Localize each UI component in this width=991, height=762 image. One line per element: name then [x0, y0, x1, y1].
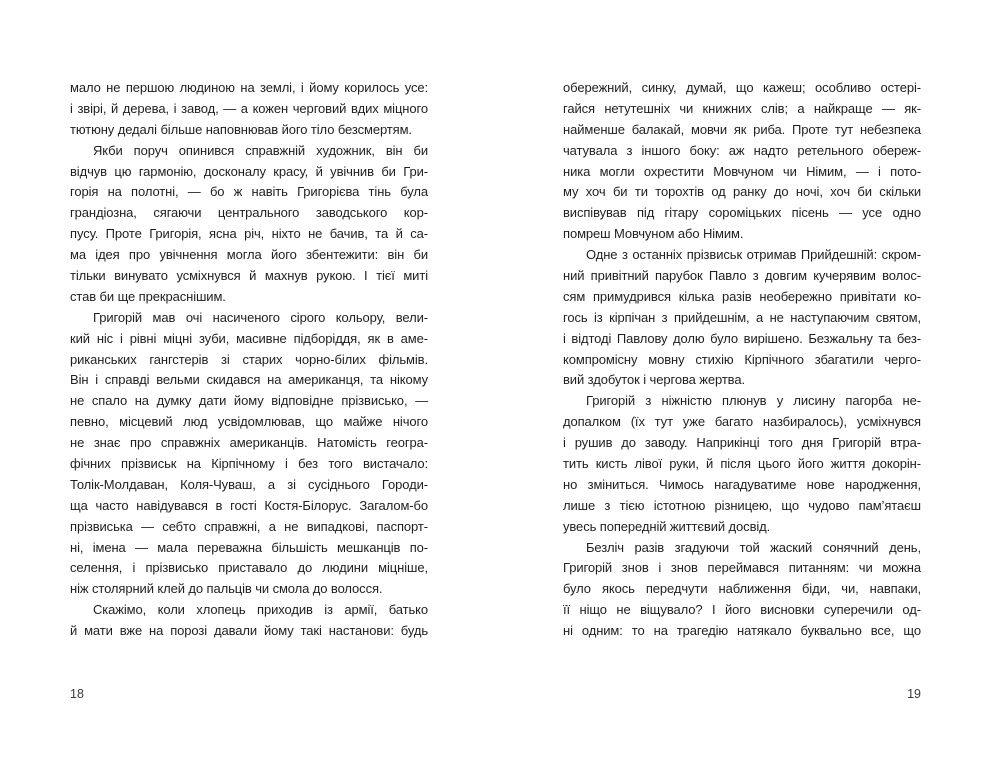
text-line: не знає про справжніх американців. Натомість геогра- — [70, 435, 428, 451]
text-line: гайся нетутешніх чи книжних слів; а найкраще — як- — [563, 100, 921, 116]
text-line: обережний, синку, думай, що кажеш; особливо остері- — [563, 80, 921, 95]
text-line: помреш Мовчуном або Німим. — [563, 226, 744, 242]
text-line: компромісну мовну стихію Кірпічного збагатили черго- — [563, 351, 921, 367]
text-line: не спало на думку дати йому відповідне прізвисько, — — [70, 393, 428, 409]
text-line: ніж столярний клей до пальців чи смола до волосся. — [70, 581, 383, 597]
paragraph — [563, 245, 921, 391]
text-line: ні, імена — мала переважна більшість мешканців по- — [70, 539, 428, 555]
page-right-text — [563, 78, 921, 642]
text-line: й мати вже на порозі давали йому такі настанови: будь — [70, 623, 428, 639]
text-line: Він і справді вельми скидався на американця, та нікому — [70, 372, 428, 388]
paragraph — [563, 78, 921, 245]
paragraph — [70, 78, 428, 141]
text-line: ні одним: то на трагедію натякало буквально все, що — [563, 623, 921, 639]
text-line: Григорій знов і знов переймався питанням: чи можна — [563, 560, 921, 576]
text-line: Безліч разів згадуючи той жаский сонячний день, — [586, 539, 921, 555]
text-line: ма ідея про увічнення могла його збентежити: він би — [70, 247, 428, 263]
page-number-left: 18 — [70, 687, 84, 701]
text-line: і звірі, й дерева, і завод, — а кожен черговий вдих міцного — [70, 100, 428, 116]
text-line: ний привітний парубок Павло з довгим кучерявим волос- — [563, 268, 921, 284]
text-line: гось із кірпічан з прийдешнім, а не наступаючим святом, — [563, 309, 921, 325]
text-line: став би ще прекраснішим. — [70, 288, 226, 304]
text-line: Одне з останніх прізвиськ отримав Прийдешній: скром- — [586, 247, 921, 263]
text-line: ща часто навідувався в гості Костя-Білорус. Загалом-бо — [70, 497, 428, 513]
text-line: прізвиська — себто справжні, а не випадкові, паспорт- — [70, 518, 428, 534]
text-line: тютюну дедалі більше наповнював його тіло безсмертям. — [70, 121, 412, 137]
page-number-right: 19 — [907, 687, 921, 701]
text-line: грандіозна, сягаючи центрального заводського кор- — [70, 205, 428, 221]
text-line: було якось передчути наближення біди, чи, навпаки, — [563, 581, 921, 597]
text-line: виспівував під гітару сороміцьких пісень — усе одно — [563, 205, 921, 221]
text-line: сям примудрився кілька разів необережно привітати ко- — [563, 288, 921, 304]
text-line: Григорій з ніжністю плюнув у лисину пагорба не- — [586, 393, 921, 409]
text-line: вий здобуток і чергова жертва. — [563, 372, 745, 388]
text-line: відчув цю гармонію, досконалу красу, й увічнив би Гри- — [70, 163, 428, 179]
text-line: Толік-Молдаван, Коля-Чуваш, а зі сусіднього Городи- — [70, 476, 428, 492]
text-line: увесь попередній життєвий досвід. — [563, 518, 771, 534]
text-line: Григорій мав очі насиченого сірого кольору, вели- — [93, 309, 428, 325]
text-line: лише з тією істотною різницею, що чудово пам’ятаєш — [563, 497, 921, 513]
text-line: її ніщо не віщувало? І його висновки суперечили од- — [563, 602, 921, 618]
text-line: но зміниться. Чимось нагадуватиме нове народження, — [563, 476, 921, 492]
text-line: му хоч би ти торохтів од ранку до ночі, хоч би скільки — [563, 184, 921, 200]
text-line: риканських гангстерів зі старих чорно-білих фільмів. — [70, 351, 428, 367]
text-line: мало не першою людиною на землі, і йому корилось усе: — [70, 80, 428, 95]
text-line: допалком (їх тут уже багато назбиралось), усміхнувся — [563, 414, 921, 430]
paragraph — [70, 308, 428, 600]
text-line: кий ніс і рівні міцні зуби, масивне підборіддя, як в аме- — [70, 330, 428, 346]
text-line: певно, місцевий люд усвідомлював, що майже нічого — [70, 414, 428, 430]
paragraph — [70, 141, 428, 308]
paragraph — [70, 600, 428, 642]
text-line: селення, і прізвисько приставало до людини міцніше, — [70, 560, 428, 576]
text-line: найменше балакай, мовчи як риба. Проте тут небезпека — [563, 121, 921, 137]
text-line: і відтоді Павлову долю було вирішено. Безжальну та без- — [563, 330, 921, 346]
text-line: пусу. Проте Григорія, ясна річ, ніхто не бачив, та й са- — [70, 226, 428, 242]
text-line: Скажімо, коли хлопець приходив із армії, батько — [93, 602, 428, 618]
text-line: чатувала з іншого боку: аж надто ретельного обереж- — [563, 142, 921, 158]
page-left-text — [70, 78, 428, 642]
text-line: і рушив до заводу. Наприкінці того дня Григорій втра- — [563, 435, 921, 451]
text-line: ника могли охрестити Мовчуном чи Німим, — і пото- — [563, 163, 921, 179]
paragraph — [563, 391, 921, 537]
text-line: Якби поруч опинився справжній художник, він би — [93, 142, 428, 158]
text-line: фічних прізвиськ на Кірпічному і без того вистачало: — [70, 456, 428, 472]
paragraph — [563, 538, 921, 642]
text-line: тільки винувато усміхнувся й махнув рукою. І тієї миті — [70, 268, 428, 284]
text-line: горія на полотні, — бо ж навіть Григорієва тінь була — [70, 184, 428, 200]
text-line: тить кисть лівої руки, й після цього його життя докорін- — [563, 456, 921, 472]
